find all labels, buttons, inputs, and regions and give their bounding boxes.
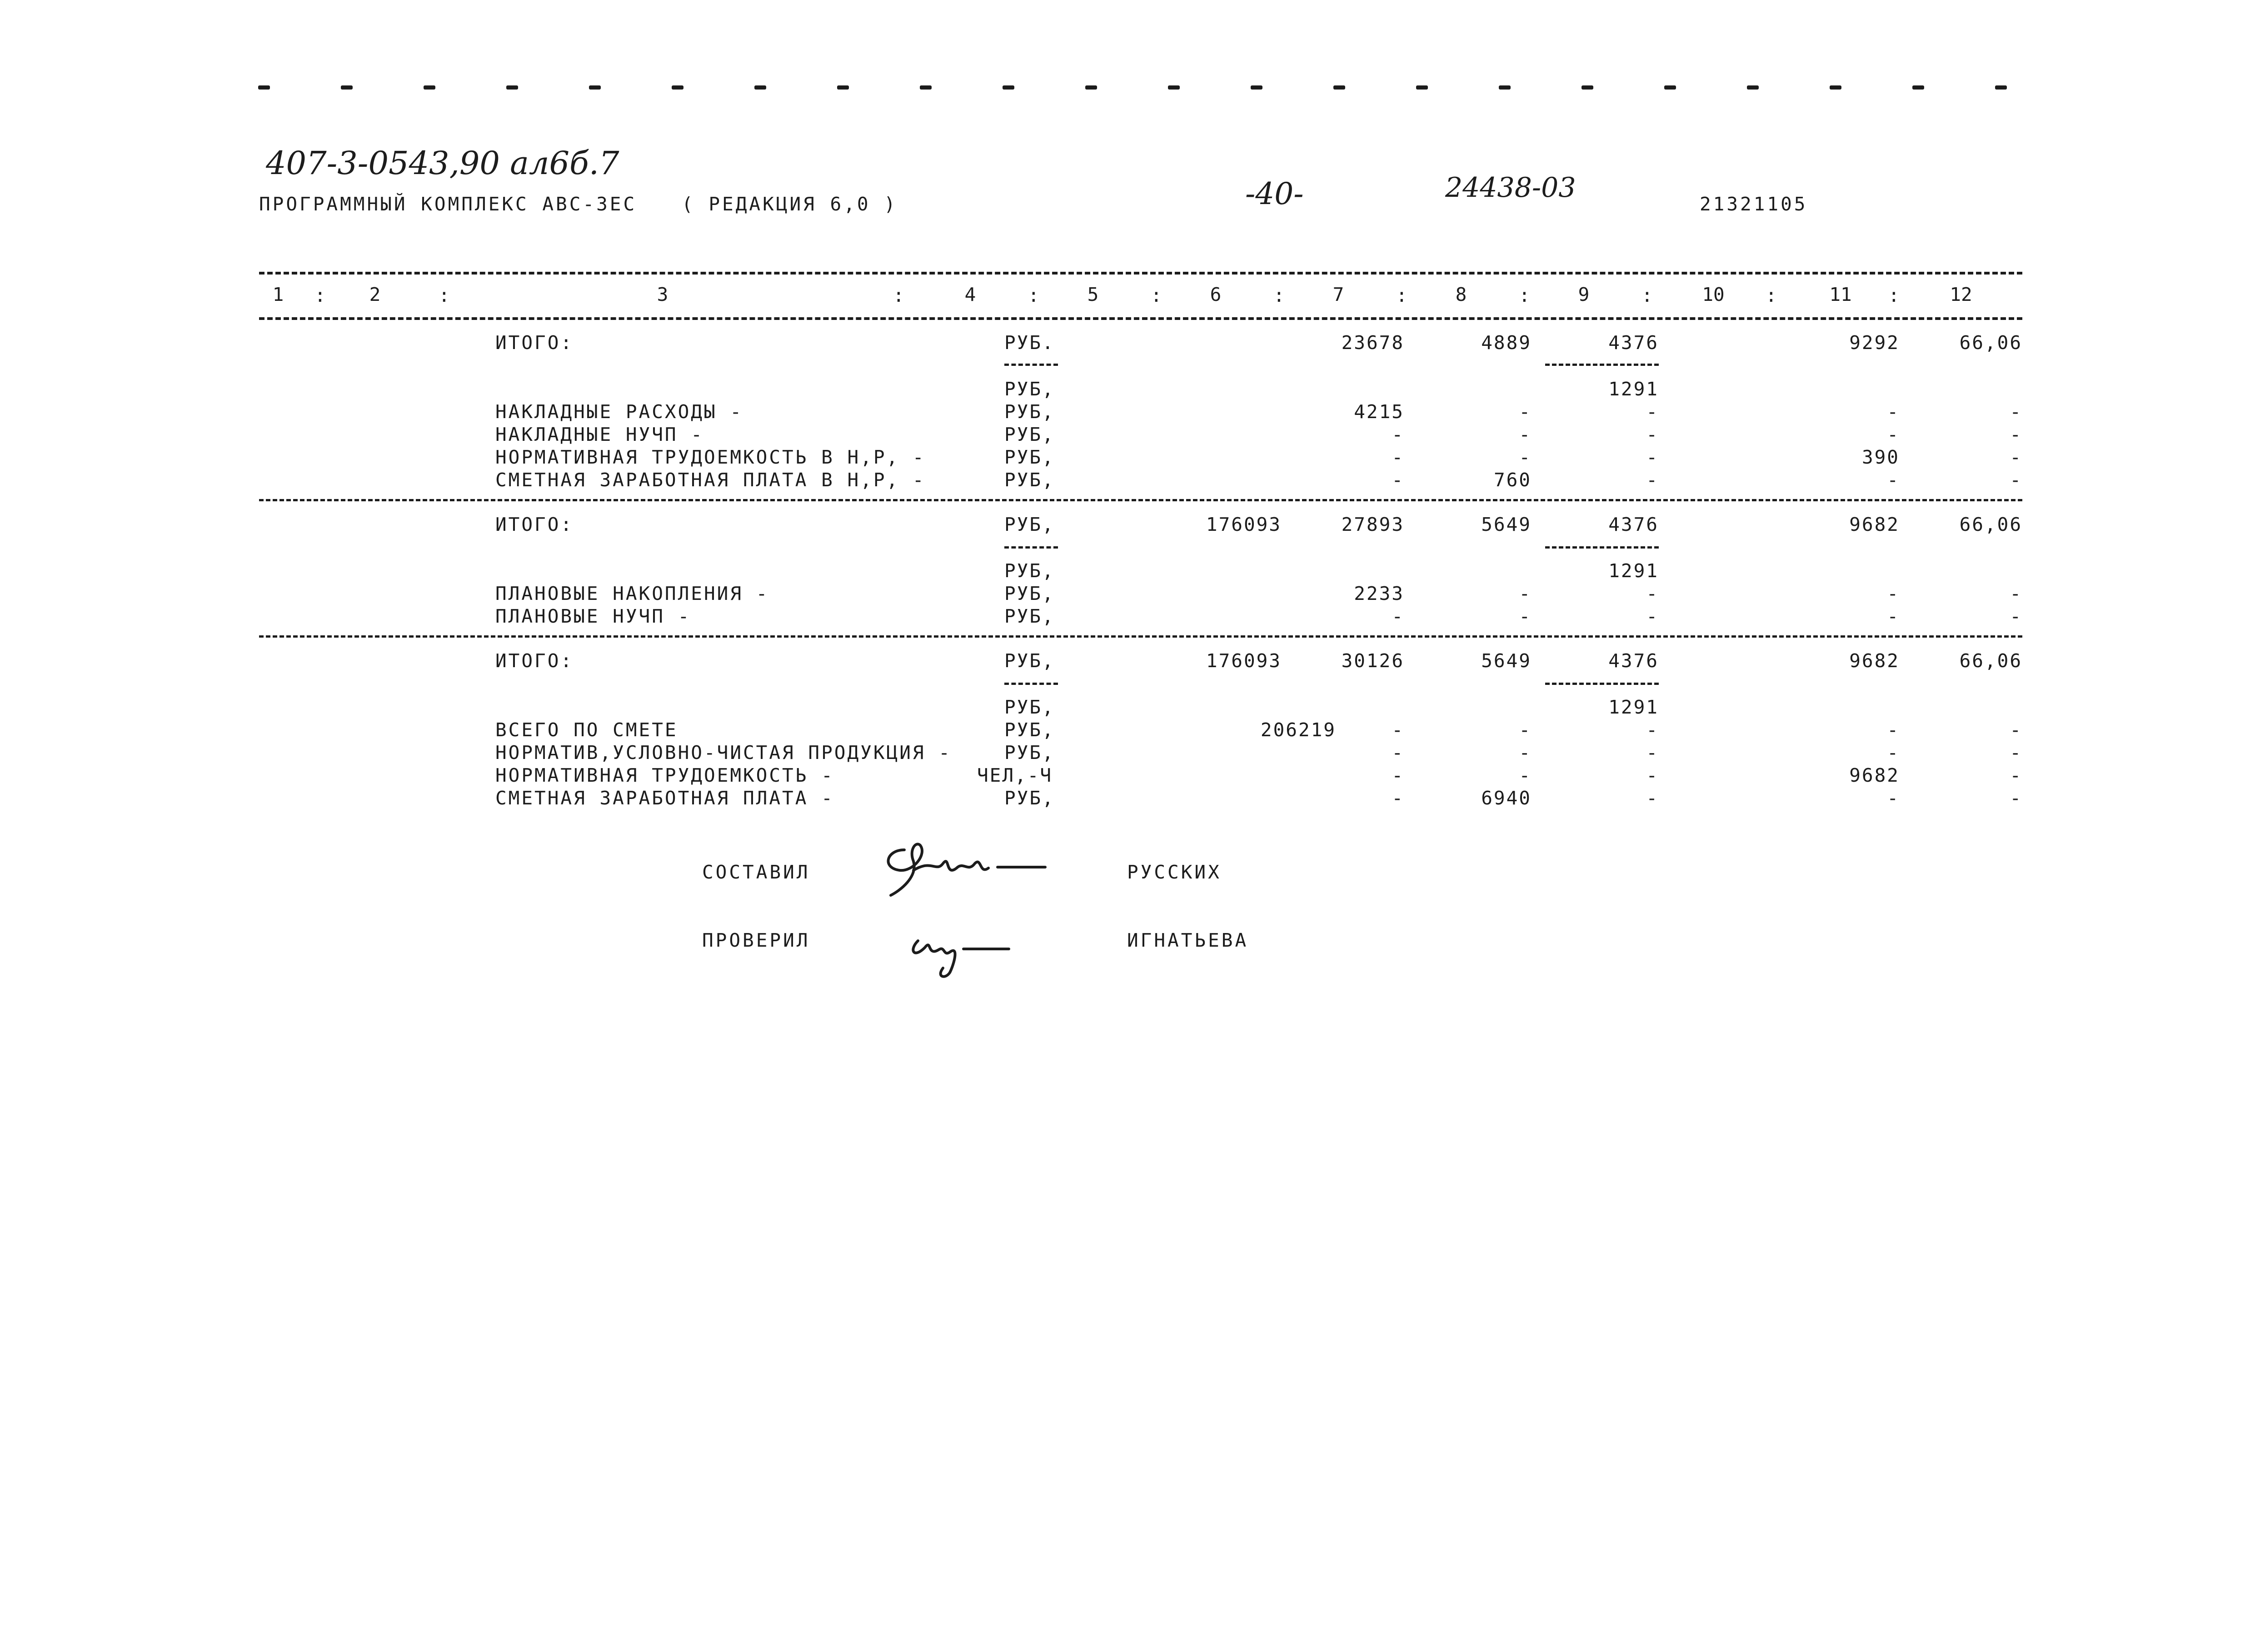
perforation-dash xyxy=(589,85,601,90)
cell-col12: - xyxy=(2010,401,2022,423)
row-label: СМЕТНАЯ ЗАРАБОТНАЯ ПЛАТА В Н,Р, - xyxy=(495,469,926,491)
cell-col9: - xyxy=(1646,605,1659,627)
column-number: 5 xyxy=(1087,284,1099,305)
cell-col9: - xyxy=(1646,469,1659,491)
edition-label: ( РЕДАКЦИЯ 6,0 ) xyxy=(682,193,898,215)
column-number: 4 xyxy=(964,284,976,305)
row-label: НАКЛАДНЫЕ НУЧП - xyxy=(495,424,704,445)
row-unit: РУБ, xyxy=(1004,446,1055,468)
cell-col7: - xyxy=(1392,719,1404,741)
perforation-dash xyxy=(672,85,683,90)
row-label: ВСЕГО ПО СМЕТЕ xyxy=(495,719,678,741)
cell-col7: 23678 xyxy=(1341,332,1404,354)
cell-col7: 2233 xyxy=(1354,583,1404,604)
cell-col8: 6940 xyxy=(1481,787,1532,809)
cell-col7: 30126 xyxy=(1341,650,1404,672)
cell-col6: 206219 xyxy=(1260,719,1336,741)
cell-col8: 5649 xyxy=(1481,514,1532,535)
unit-underline xyxy=(1004,546,1058,549)
row-unit: РУБ. xyxy=(1004,332,1055,354)
signature-checked xyxy=(900,913,1036,982)
cell-col9: - xyxy=(1646,719,1659,741)
cell-col12: 66,06 xyxy=(1959,650,2022,672)
section-rule xyxy=(259,635,2022,638)
cell-col12: - xyxy=(2010,605,2022,627)
perforation-dash xyxy=(424,85,435,90)
cell-col11: 9682 xyxy=(1849,650,1900,672)
cell-col7: - xyxy=(1392,742,1404,764)
cell-col11: 9682 xyxy=(1849,514,1900,535)
column-number: 7 xyxy=(1332,284,1344,305)
cell-col8: 5649 xyxy=(1481,650,1532,672)
row-unit: ЧЕЛ,-Ч xyxy=(977,764,1053,786)
column-number: 10 xyxy=(1702,284,1725,305)
cell-col12: - xyxy=(2010,424,2022,445)
cell-col12: - xyxy=(2010,583,2022,604)
column-separator: : xyxy=(1519,284,1530,306)
cell-col8: - xyxy=(1519,583,1532,604)
row-label: ПЛАНОВЫЕ НАКОПЛЕНИЯ - xyxy=(495,583,769,604)
column-number: 2 xyxy=(369,284,381,305)
column-separator: : xyxy=(439,284,450,306)
column-separator: : xyxy=(1396,284,1407,306)
cell-col8: 760 xyxy=(1493,469,1532,491)
row-unit: РУБ, xyxy=(1004,401,1055,423)
perforation-dash xyxy=(1085,85,1097,90)
row-unit: РУБ, xyxy=(1004,560,1055,582)
row-unit: РУБ, xyxy=(1004,719,1055,741)
cell-col9: 1291 xyxy=(1608,696,1659,718)
column-number: 12 xyxy=(1950,284,1972,305)
row-label: СМЕТНАЯ ЗАРАБОТНАЯ ПЛАТА - xyxy=(495,787,834,809)
cell-col6: 176093 xyxy=(1206,650,1282,672)
cell-col11: - xyxy=(1887,583,1900,604)
row-unit: РУБ, xyxy=(1004,378,1055,400)
cell-col9: 4376 xyxy=(1608,332,1659,354)
compiled-by-label: СОСТАВИЛ xyxy=(702,861,810,883)
cell-col9: 4376 xyxy=(1608,514,1659,535)
perforation-dash xyxy=(1995,85,2007,90)
column-separator: : xyxy=(1766,284,1777,306)
perforation-dash xyxy=(920,85,932,90)
cell-col9: 1291 xyxy=(1608,378,1659,400)
cell-col7: - xyxy=(1392,446,1404,468)
cell-col9: 4376 xyxy=(1608,650,1659,672)
cell-col11: - xyxy=(1887,605,1900,627)
perforation-dash xyxy=(258,85,270,90)
cell-col7: - xyxy=(1392,787,1404,809)
perforation-dash xyxy=(1168,85,1180,90)
row-label: ИТОГО: xyxy=(495,332,574,354)
row-unit: РУБ, xyxy=(1004,469,1055,491)
perforation-dash xyxy=(1003,85,1014,90)
table-header-rule xyxy=(259,317,2022,320)
cell-col6: 176093 xyxy=(1206,514,1282,535)
cell-col8: - xyxy=(1519,401,1532,423)
unit-underline xyxy=(1004,364,1058,366)
cell-col9: - xyxy=(1646,424,1659,445)
handwritten-page-number: -40- xyxy=(1245,176,1304,211)
cell-col7: 4215 xyxy=(1354,401,1404,423)
column-number: 6 xyxy=(1210,284,1222,305)
row-label: НОРМАТИВ,УСЛОВНО-ЧИСТАЯ ПРОДУКЦИЯ - xyxy=(495,742,952,764)
cell-col9: - xyxy=(1646,787,1659,809)
cell-col12: - xyxy=(2010,719,2022,741)
cell-col11: - xyxy=(1887,719,1900,741)
cell-col8: 4889 xyxy=(1481,332,1532,354)
column-separator: : xyxy=(1888,284,1900,306)
cell-col12: 66,06 xyxy=(1959,514,2022,535)
cell-col8: - xyxy=(1519,446,1532,468)
row-label: НОРМАТИВНАЯ ТРУДОЕМКОСТЬ - xyxy=(495,764,834,786)
row-unit: РУБ, xyxy=(1004,514,1055,535)
cell-col8: - xyxy=(1519,719,1532,741)
row-unit: РУБ, xyxy=(1004,583,1055,604)
column-number: 9 xyxy=(1578,284,1590,305)
perforation-dash xyxy=(1912,85,1924,90)
table-top-rule xyxy=(259,272,2022,275)
cell-col12: - xyxy=(2010,742,2022,764)
checked-by-name: ИГНАТЬЕВА xyxy=(1127,929,1249,951)
cell-col12: - xyxy=(2010,446,2022,468)
perforation-dash xyxy=(1416,85,1428,90)
perforation-dash xyxy=(1747,85,1759,90)
cell-col11: - xyxy=(1887,469,1900,491)
perforation-dash xyxy=(1830,85,1841,90)
cell-col11: - xyxy=(1887,424,1900,445)
cell-col11: 390 xyxy=(1861,446,1900,468)
compiled-by-name: РУССКИХ xyxy=(1127,861,1222,883)
cell-col9: - xyxy=(1646,401,1659,423)
perforation-dash xyxy=(506,85,518,90)
section-rule xyxy=(259,499,2022,501)
perforation-dash xyxy=(837,85,849,90)
cell-col9: 1291 xyxy=(1608,560,1659,582)
cell-col12: - xyxy=(2010,764,2022,786)
column-number: 8 xyxy=(1455,284,1467,305)
cell-col12: 66,06 xyxy=(1959,332,2022,354)
cell-col12: - xyxy=(2010,469,2022,491)
subtotal-underline xyxy=(1545,546,1659,549)
column-separator: : xyxy=(314,284,326,306)
unit-underline xyxy=(1004,683,1058,685)
cell-col7: - xyxy=(1392,469,1404,491)
row-unit: РУБ, xyxy=(1004,605,1055,627)
perforation-dash xyxy=(1664,85,1676,90)
row-unit: РУБ, xyxy=(1004,696,1055,718)
row-label: НОРМАТИВНАЯ ТРУДОЕМКОСТЬ В Н,Р, - xyxy=(495,446,926,468)
cell-col9: - xyxy=(1646,583,1659,604)
column-separator: : xyxy=(893,284,904,306)
perforation-dash xyxy=(1582,85,1593,90)
perforation-dash xyxy=(1499,85,1511,90)
cell-col7: - xyxy=(1392,424,1404,445)
program-title: ПРОГРАММНЫЙ КОМПЛЕКС АВС-3ЕС xyxy=(259,193,637,215)
cell-col11: 9682 xyxy=(1849,764,1900,786)
subtotal-underline xyxy=(1545,683,1659,685)
document-code: 21321105 xyxy=(1700,193,1808,215)
handwritten-doc-code: 407-3-0543,90 ал6б.7 xyxy=(266,145,619,182)
cell-col8: - xyxy=(1519,742,1532,764)
cell-col12: - xyxy=(2010,787,2022,809)
column-separator: : xyxy=(1273,284,1285,306)
column-number: 1 xyxy=(272,284,284,305)
row-label: ИТОГО: xyxy=(495,514,574,535)
column-separator: : xyxy=(1151,284,1162,306)
row-unit: РУБ, xyxy=(1004,742,1055,764)
cell-col8: - xyxy=(1519,424,1532,445)
row-unit: РУБ, xyxy=(1004,424,1055,445)
row-label: ИТОГО: xyxy=(495,650,574,672)
column-number: 3 xyxy=(657,284,669,305)
column-number: 11 xyxy=(1829,284,1852,305)
cell-col9: - xyxy=(1646,742,1659,764)
column-separator: : xyxy=(1641,284,1653,306)
column-separator: : xyxy=(1028,284,1039,306)
cell-col7: - xyxy=(1392,764,1404,786)
cell-col8: - xyxy=(1519,764,1532,786)
cell-col8: - xyxy=(1519,605,1532,627)
cell-col9: - xyxy=(1646,764,1659,786)
perforation-dash xyxy=(341,85,353,90)
cell-col9: - xyxy=(1646,446,1659,468)
cell-col7: - xyxy=(1392,605,1404,627)
handwritten-estimate-code: 24438-03 xyxy=(1445,172,1576,204)
row-label: НАКЛАДНЫЕ РАСХОДЫ - xyxy=(495,401,743,423)
perforation-dash xyxy=(1333,85,1345,90)
row-unit: РУБ, xyxy=(1004,650,1055,672)
cell-col11: - xyxy=(1887,787,1900,809)
subtotal-underline xyxy=(1545,364,1659,366)
signature-compiled xyxy=(873,836,1063,900)
row-unit: РУБ, xyxy=(1004,787,1055,809)
cell-col11: - xyxy=(1887,401,1900,423)
cell-col7: 27893 xyxy=(1341,514,1404,535)
cell-col11: - xyxy=(1887,742,1900,764)
perforation-dash xyxy=(1251,85,1262,90)
perforation-dash xyxy=(754,85,766,90)
cell-col11: 9292 xyxy=(1849,332,1900,354)
checked-by-label: ПРОВЕРИЛ xyxy=(702,929,810,951)
row-label: ПЛАНОВЫЕ НУЧП - xyxy=(495,605,691,627)
